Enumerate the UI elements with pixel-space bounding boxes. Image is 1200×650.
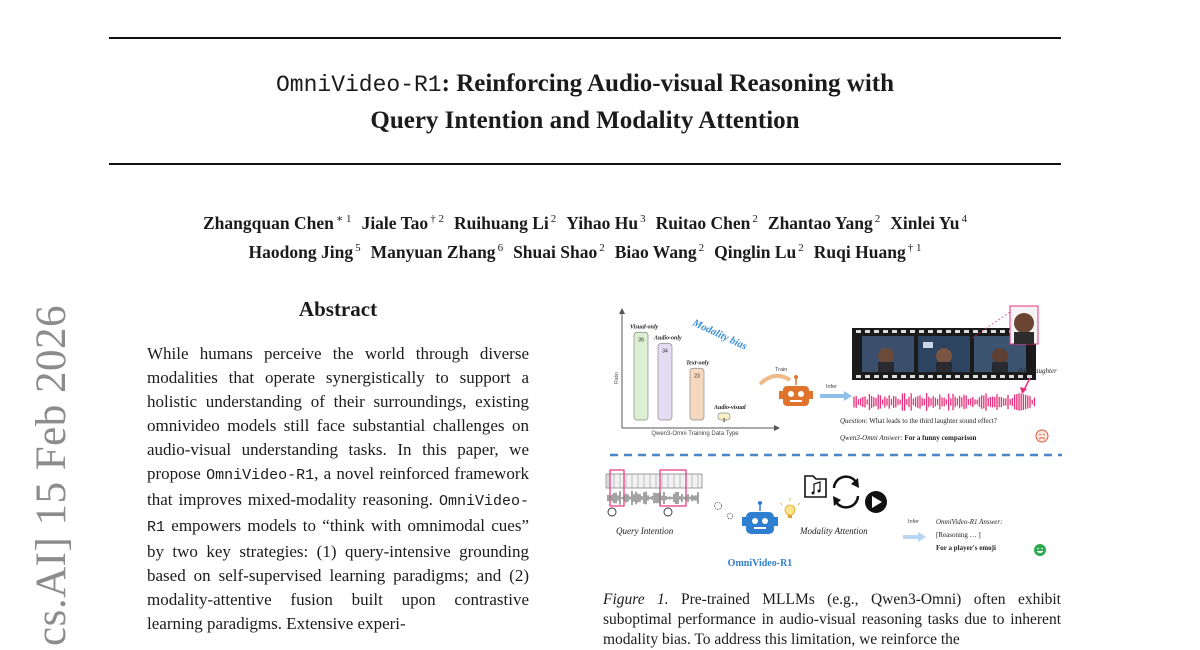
film-hole	[874, 375, 879, 378]
chart-bar-label: Text-only	[686, 360, 710, 367]
title-model-name: OmniVideo-R1	[275, 72, 442, 98]
question-line	[840, 417, 997, 425]
author-affiliation-marker: 5	[355, 241, 361, 254]
film-hole	[901, 375, 906, 378]
infer-label: Infer	[826, 384, 838, 390]
abstract-model-name-2: OmniVideo-R1	[147, 493, 529, 536]
abstract-body	[147, 342, 529, 636]
abstract-model-name-1: OmniVideo-R1	[206, 467, 315, 484]
film-hole	[910, 330, 915, 333]
abstract-text-2: , a novel reinforced framework that improves mixed-modality reasoning.	[147, 464, 529, 509]
query-intention-label: Query Intention	[616, 526, 674, 536]
film-hole	[919, 330, 924, 333]
author-name: Zhangquan Chen $^{∗ 1}$	[202, 212, 352, 233]
film-hole	[910, 375, 915, 378]
film-hole	[883, 375, 888, 378]
film-hole	[937, 375, 942, 378]
author-name: Xinlei Yu $^4$	[890, 212, 967, 233]
film-hole	[937, 330, 942, 333]
chart-bar-label: Visual-only	[630, 324, 659, 331]
thought-dot-1	[715, 503, 722, 510]
author-name: Zhantao Yang $^2$	[767, 212, 881, 233]
happy-face-icon	[1034, 544, 1046, 556]
author-name: Biao Wang $^2$	[614, 241, 705, 262]
chart-bar-label: Audio-only	[654, 335, 682, 342]
film-hole	[955, 375, 960, 378]
author-name: Ruihuang Li $^2$	[453, 212, 557, 233]
query-intention-strip	[606, 470, 702, 516]
film-hole	[892, 375, 897, 378]
author-name: Ruqi Huang $^{\dagger 1}$	[813, 241, 922, 262]
author-affiliation-marker: 2	[752, 213, 758, 225]
film-hole	[865, 330, 870, 333]
music-folder-icon	[805, 476, 826, 497]
author-list	[109, 207, 1061, 265]
chart-bar	[658, 344, 672, 421]
train-label: Train	[775, 367, 788, 373]
abstract-heading: Abstract	[298, 297, 378, 321]
abstract-text-1: While humans perceive the world through diverse modalities that operate synergistically to support a holistic understanding of their surroundings, existing omnivideo models still face substantial challenges on audio-visual understanding tasks. In this paper, we propose	[147, 344, 529, 483]
author-name: Manyuan Zhang $^6$	[370, 241, 504, 262]
title-top-rule	[109, 37, 1061, 39]
author-affiliation-marker: 2	[698, 241, 705, 254]
lightbulb-icon	[780, 498, 800, 518]
cycle-arrows-icon	[833, 477, 859, 508]
qwen-answer-text: For a funny comparison	[904, 434, 977, 442]
film-hole	[1009, 375, 1014, 378]
author-name: Qinglin Lu $^2$	[714, 241, 804, 262]
qwen-robot-icon	[779, 375, 813, 406]
chart-bar-label: Audio-visual	[714, 405, 746, 411]
author-affiliation-marker: 4	[961, 213, 967, 225]
thought-dot-2	[727, 513, 733, 519]
film-hole	[964, 375, 969, 378]
film-hole	[883, 330, 888, 333]
train-arrow	[760, 376, 790, 384]
film-hole	[856, 330, 861, 333]
author-name: Yihao Hu $^3$	[566, 212, 646, 233]
sad-face-icon	[1036, 430, 1048, 442]
film-hole	[874, 330, 879, 333]
omni-answer-reasoning: [Reasoning … ]	[936, 531, 981, 539]
video-film-strip	[852, 328, 1036, 380]
audio-waveform	[854, 393, 1034, 411]
infer-label-2: Infer	[908, 519, 920, 525]
film-hole	[901, 330, 906, 333]
qwen-answer-label: Qwen3-Omni Answer:	[840, 434, 903, 442]
play-button-icon	[865, 491, 887, 513]
film-hole	[856, 375, 861, 378]
author-affiliation-marker: † 1	[907, 241, 922, 254]
film-hole	[1000, 375, 1005, 378]
chart-bar-value: 34	[662, 348, 668, 355]
chart-x-label: Qwen3-Omni Training Data Type	[651, 431, 739, 437]
omni-answer-text: For a player's emoji	[936, 544, 996, 552]
film-hole	[973, 375, 978, 378]
author-name: Shuai Shao $^2$	[513, 241, 605, 262]
x-axis-arrow	[774, 425, 780, 431]
omni-answer-label: OmniVideo-R1 Answer:	[936, 518, 1003, 526]
author-affiliation-marker: 3	[640, 213, 646, 225]
title-line2: Query Intention and Modality Attention	[370, 107, 800, 134]
omnivideo-robot-label: OmniVideo-R1	[727, 558, 793, 569]
qwen-answer-line	[840, 434, 977, 442]
author-affiliation-marker: † 2	[430, 213, 444, 225]
authors-line-2	[109, 236, 1061, 265]
infer-arrow-head	[844, 391, 852, 401]
author-name: Haodong Jing $^5$	[248, 241, 361, 262]
modality-bias-label: Modality bias	[690, 317, 749, 353]
chart-bar-value: 3	[722, 418, 726, 424]
authors-line-1	[109, 207, 1061, 236]
figure-1-caption	[603, 590, 1061, 650]
film-hole	[1000, 330, 1005, 333]
film-hole	[919, 375, 924, 378]
author-affiliation-marker: 2	[798, 241, 804, 254]
author-name: Ruitao Chen $^2$	[655, 212, 758, 233]
third-laughter-label: third laughter	[1018, 367, 1057, 375]
film-hole	[892, 330, 897, 333]
film-hole	[991, 330, 996, 333]
chart-y-label: Ratio	[614, 372, 620, 384]
figure-1-diagram	[600, 298, 1070, 578]
author-affiliation-marker: 6	[497, 241, 504, 254]
film-hole	[1018, 375, 1023, 378]
author-affiliation-marker: 2	[550, 213, 557, 225]
caption-label: Figure 1.	[603, 591, 669, 608]
film-hole	[946, 375, 951, 378]
chart-bar-value: 23	[694, 373, 700, 380]
film-hole	[865, 375, 870, 378]
question-text: What leads to the third laughter sound effect?	[869, 417, 997, 425]
film-hole	[928, 330, 933, 333]
title-bottom-rule	[109, 163, 1061, 165]
title-line1: : Reinforcing Audio-visual Reasoning with	[441, 70, 895, 97]
third-laughter-arrow-head	[1020, 387, 1027, 394]
author-affiliation-marker: 2	[599, 241, 605, 254]
author-name: Jiale Tao $^{\dagger 2}$	[361, 212, 444, 233]
abstract-text-3: empowers models to “think with omnimodal cues” by two key strategies: (1) query-intensive grounding based on self-supervised learning paradigms; and (2) modality-attentive fusion built upon contrastive learning paradigms. Extensive experi-	[147, 516, 529, 633]
y-axis-arrow	[619, 308, 625, 314]
paper-title	[109, 66, 1061, 139]
film-hole	[928, 375, 933, 378]
modality-attention-label: Modality Attention	[800, 526, 868, 536]
caption-text: Pre-trained MLLMs (e.g., Qwen3-Omni) often exhibit suboptimal performance in audio-visual reasoning tasks due to inherent modality bias. To address this limitation, we reinforce the	[603, 591, 1061, 648]
film-hole	[973, 330, 978, 333]
chart-bar-value: 39	[638, 337, 644, 344]
film-hole	[1027, 375, 1032, 378]
infer-arrow-2-head	[918, 532, 926, 542]
question-label: Question:	[840, 417, 868, 425]
film-hole	[991, 375, 996, 378]
film-hole	[982, 375, 987, 378]
film-hole	[946, 330, 951, 333]
chart-bar	[634, 332, 648, 420]
film-hole	[964, 330, 969, 333]
author-affiliation-marker: ∗ 1	[335, 213, 352, 225]
figure-1	[600, 298, 1070, 578]
author-affiliation-marker: 2	[874, 213, 881, 225]
film-hole	[955, 330, 960, 333]
arxiv-side-stamp: cs.AI] 15 Feb 2026	[28, 304, 75, 646]
omnivideo-robot-icon	[742, 501, 778, 534]
